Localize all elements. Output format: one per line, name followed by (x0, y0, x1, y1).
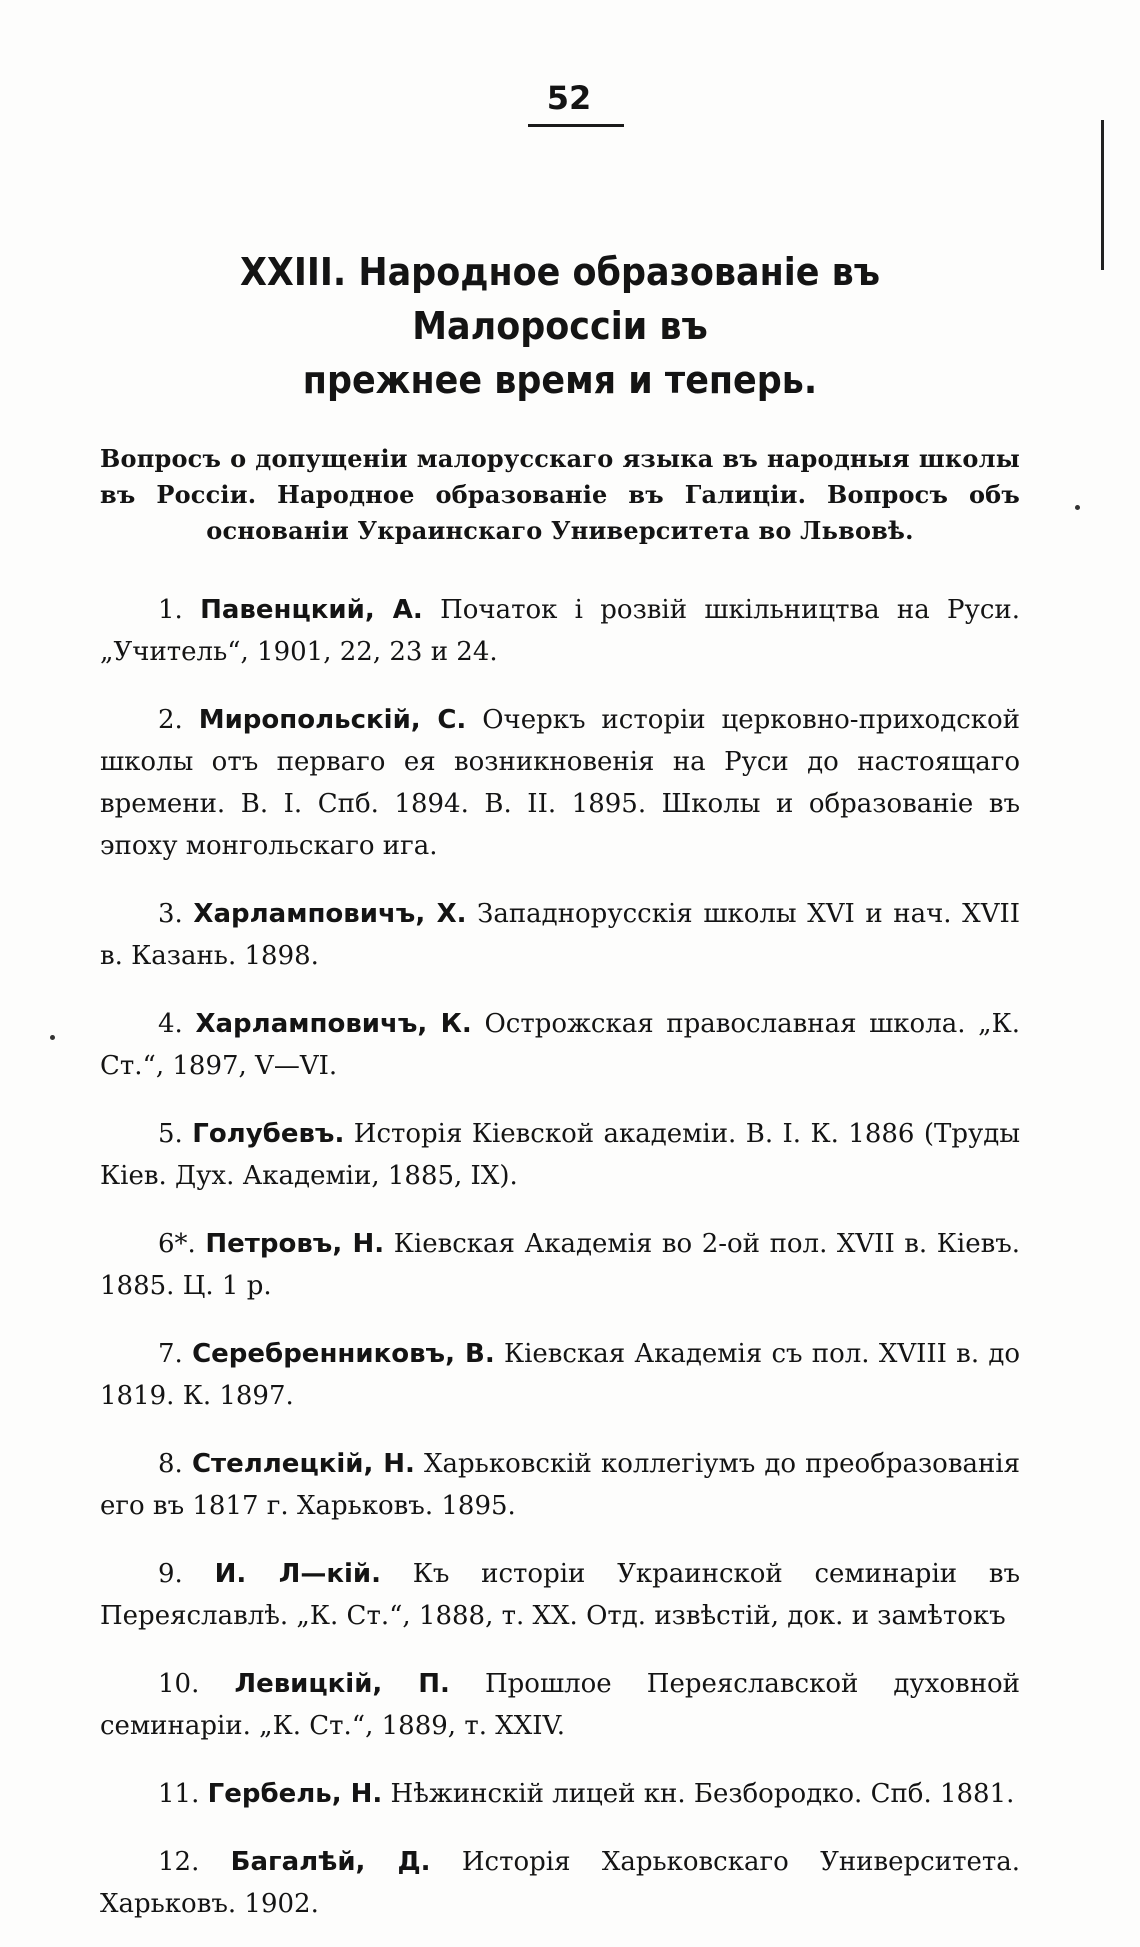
entry-text: Къ исторіи Украинской семинаріи въ Переяславлѣ. „К. Ст.“, 1888, т. XX. Отд. извѣстій, док. и замѣтокъ (100, 1559, 1021, 1631)
bibliography-entry (100, 1113, 1020, 1197)
document-page (100, 78, 1020, 1931)
entry-number: 9. (158, 1559, 183, 1589)
entry-text: Исторія Кіевской академіи. В. I. К. 1886 (Труды Кіев. Дух. Академіи, 1885, IX). (100, 1119, 1021, 1191)
entry-number: 2. (158, 705, 183, 735)
entry-author: Миропольскій, С. (198, 705, 467, 735)
entry-author: Харламповичъ, Х. (193, 899, 467, 929)
entry-author: Левицкій, П. (234, 1669, 450, 1699)
entry-author: И. Л—кій. (214, 1559, 381, 1589)
entry-number: 5. (158, 1119, 183, 1149)
entry-number: 6*. (158, 1229, 196, 1259)
entry-text: Кіевская Академія съ пол. XVIII в. до 1819. К. 1897. (100, 1339, 1020, 1411)
entry-number: 11. (158, 1779, 200, 1809)
entry-text: Исторія Харьковскаго Университета. Харьковъ. 1902. (100, 1847, 1020, 1919)
bibliography-entry (100, 589, 1020, 673)
entry-author: Стеллецкій, Н. (191, 1449, 415, 1479)
entry-number: 8. (158, 1449, 183, 1479)
entry-text: Острожская православная школа. „К. Ст.“, 1897, V—VI. (100, 1009, 1020, 1081)
scan-margin-mark (1101, 120, 1104, 270)
entry-number: 1. (158, 595, 183, 625)
entry-author: Багалѣй, Д. (230, 1847, 431, 1877)
entry-author: Петровъ, Н. (205, 1229, 385, 1259)
entry-number: 10. (158, 1669, 200, 1699)
entry-text: Початок і розвій шкільництва на Руси. „Учитель“, 1901, 22, 23 и 24. (100, 595, 1021, 667)
bibliography-entry (100, 1333, 1020, 1417)
bibliography-entry (100, 1773, 1020, 1815)
bibliography-entry (100, 1003, 1020, 1087)
entry-author: Гербель, Н. (207, 1779, 383, 1809)
chapter-subtitle: Вопросъ о допущеніи малорусскаго языка въ народныя школы въ Россіи. Народное образованіе въ Галиціи. Вопросъ объ основаніи Украинскаго Университета во Львовѣ. (100, 444, 1020, 545)
page-number-rule (528, 124, 624, 127)
entry-text: Кіевская Академія во 2-ой пол. XVII в. Кіевъ. 1885. Ц. 1 р. (100, 1229, 1021, 1301)
entry-text: Очеркъ исторіи церковно-приходской школы отъ перваго ея возникновенія на Руси до настоящаго времени. В. I. Спб. 1894. В. II. 1895. Школы и образованіе въ эпоху монгольскаго ига. (100, 705, 1021, 861)
bibliography-entry (100, 1443, 1020, 1527)
entry-author: Серебренниковъ, В. (192, 1339, 495, 1369)
entry-text: Прошлое Переяславской духовной семинаріи. „К. Ст.“, 1889, т. XXIV. (100, 1669, 1021, 1741)
entry-number: 3. (158, 899, 183, 929)
entry-text: Харьковскій коллегіумъ до преобразованія его въ 1817 г. Харьковъ. 1895. (100, 1449, 1021, 1521)
chapter-heading-line-2: прежнее время и теперь. (302, 358, 818, 402)
entry-author: Павенцкий, А. (200, 595, 423, 625)
bibliography-entry (100, 699, 1020, 867)
entry-author: Голубевъ. (192, 1119, 345, 1149)
entry-text: Нѣжинскій лицей кн. Безбородко. Спб. 1881. (390, 1779, 1015, 1809)
bibliography-entry (100, 1663, 1020, 1747)
entry-author: Харламповичъ, К. (195, 1009, 472, 1039)
scan-speck (50, 1035, 55, 1040)
scan-speck (1075, 505, 1080, 510)
chapter-heading (137, 245, 983, 407)
entry-number: 12. (158, 1847, 200, 1877)
entry-number: 4. (158, 1009, 183, 1039)
bibliography-entry (100, 1223, 1020, 1307)
bibliography-entry (100, 1841, 1020, 1925)
bibliography-list (100, 589, 1020, 1925)
bibliography-entry (100, 1553, 1020, 1637)
entry-number: 7. (158, 1339, 183, 1369)
bibliography-entry (100, 893, 1020, 977)
page-number: 52 (546, 79, 592, 117)
entry-text: Западнорусскія школы XVI и нач. XVII в. Казань. 1898. (100, 899, 1021, 971)
chapter-heading-line-1: XXIII. Народное образованіе въ Малороссіи въ (239, 250, 881, 348)
